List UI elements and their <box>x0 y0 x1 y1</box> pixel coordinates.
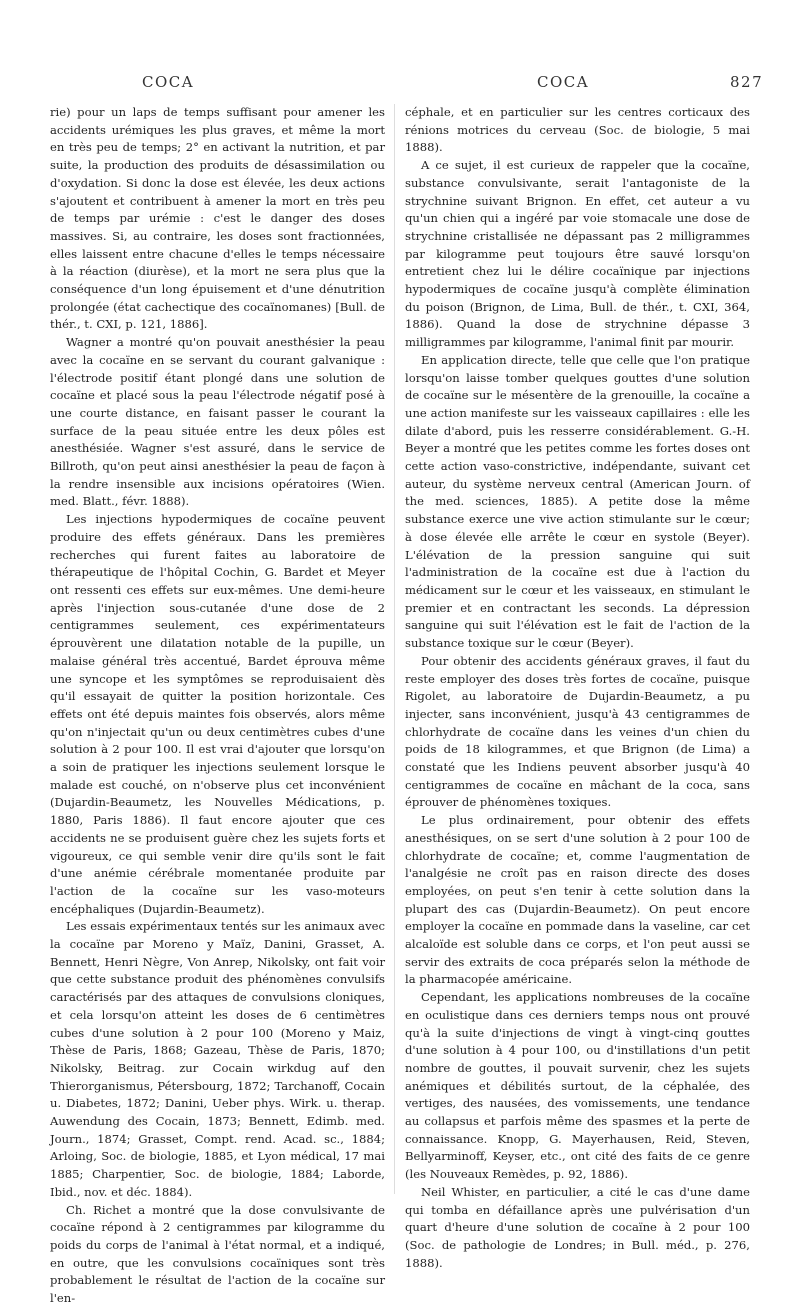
paragraph: Le plus ordinairement, pour obtenir des effets anesthésiques, on se sert d'une solution à 2 pour 100 de chlorhydrate de cocaïne; et, comme l'augmentation de l'analgésie ne croît pas en raison directe des doses employées, on peut s'en tenir à cette solution dans la plupart des cas (Dujardin-Beaumetz). On peut encore employer la cocaïne en pommade dans la vaseline, car cet alcaloïde est soluble dans ce corps, et l'on peut aussi se servir des extraits de coca préparés selon la méthode de la pharmacopée américaine. <box>405 813 750 987</box>
paragraph: céphale, et en particulier sur les centres corticaux des rénions motrices du cerveau (Soc. de biologie, 5 mai 1888). <box>405 105 750 155</box>
column-divider <box>394 104 395 1194</box>
page-number: 827 <box>730 73 764 91</box>
paragraph: Ch. Richet a montré que la dose convulsivante de cocaïne répond à 2 centigrammes par kilogramme du poids du corps de l'animal à l'état normal, et a indiqué, en outre, que les convulsions cocaïniques sont très probablement le résultat de l'action de la cocaïne sur l'en- <box>50 1202 385 1306</box>
paragraph: Neil Whister, en particulier, a cité le cas d'une dame qui tomba en défaillance après une pulvérisation d'un quart d'heure d'une solution de cocaïne à 2 pour 100 (Soc. de pathologie de Londres; in Bull. méd., p. 276, 1888). <box>405 1184 750 1270</box>
paragraph: rie) pour un laps de temps suffisant pour amener les accidents urémiques les plus graves, et même la mort en très peu de temps; 2° en activant la nutrition, et par suite, la production des produits de désassimilation ou d'oxydation. Si donc la dose est élevée, les deux actions s'ajoutent et contribuent à amener la mort en très peu de temps par urémie : c'est le danger des doses massives. Si, au contraire, les doses sont fractionnées, elles laissent entre chacune d'elles le temps nécessaire à la réaction (diurèse), et la mort ne sera plus que la conséquence d'un long épuisement et d'une dénutrition prolongée (état cachectique des cocaïnomanes) [Bull. de thér., t. CXI, p. 121, 1886]. <box>50 105 385 332</box>
paragraph: Les essais expérimentaux tentés sur les animaux avec la cocaïne par Moreno y Maïz, Danini, Grasset, A. Bennett, Henri Nègre, Von Anrep, Nikolsky, ont fait voir que cette substance produit des phénomènes convulsifs caractérisés par des attaques de convulsions cloniques, et cela lorsqu'on atteint les doses de 6 centimètres cubes d'une solution à 2 pour 100 (Moreno y Maiz, Thèse de Paris, 1868; Gazeau, Thèse de Paris, 1870; Nikolsky, Beitrag. zur Cocain wirkdug auf den Thierorganismus, Pétersbourg, 1872; Tarchanoff, Cocain u. Diabetes, 1872; Danini, Ueber phys. Wirk. u. therap. Auwendung des Cocain, 1873; Bennett, Edimb. med. Journ., 1874; Grasset, Compt. rend. Acad. sc., 1884; Arloing, Soc. de biologie, 1885, et Lyon médical, 17 mai 1885; Charpentier, Soc. de biologie, 1884; Laborde, Ibid., nov. et déc. 1884). <box>50 919 385 1199</box>
running-head-right: COCA <box>537 73 590 91</box>
right-column <box>405 104 750 1270</box>
paragraph: En application directe, telle que celle que l'on pratique lorsqu'on laisse tomber quelques gouttes d'une solution de cocaïne sur le mésentère de la grenouille, la cocaïne a une action manifeste sur les vaisseaux capillaires : elle les dilate d'abord, puis les resserre considérablement. G.-H. Beyer a montré que les petites comme les fortes doses ont cette action vaso-constrictive, indépendante, suivant cet auteur, du système nerveux central (American Journ. of the med. sciences, 1885). A petite dose la même substance exerce une vive action stimulante sur le cœur; à dose élevée elle arrête le cœur en systole (Beyer). L'élévation de la pression sanguine qui suit l'administration de la cocaïne est due à l'action du médicament sur le cœur et les vaisseaux, en stimulant le premier et en contractant les seconds. La dépression sanguine qui suit l'élévation est le fait de l'action de la substance toxique sur le cœur (Beyer). <box>405 352 750 651</box>
paragraph: Cependant, les applications nombreuses de la cocaïne en oculistique dans ces derniers temps nous ont prouvé qu'à la suite d'injections de vingt à vingt-cinq gouttes d'une solution à 4 pour 100, ou d'instillations d'un petit nombre de gouttes, il pouvait survenir, chez les sujets anémiques et débilités surtout, de la céphalée, des vertiges, des nausées, des vomissements, une tendance au collapsus et parfois même des spasmes et la perte de connaissance. Knopp, G. Mayerhausen, Reid, Steven, Bellyarminoff, Keyser, etc., ont cité des faits de ce genre (les Nouveaux Remèdes, p. 92, 1886). <box>405 990 750 1182</box>
left-column <box>50 104 385 1306</box>
paragraph: A ce sujet, il est curieux de rappeler que la cocaïne, substance convulsivante, serait l'antagoniste de la strychnine suivant Brignon. En effet, cet auteur a vu qu'un chien qui a ingéré par voie stomacale une dose de strychnine cristallisée ne dépassant pas 2 milligrammes par kilogramme peut toujours être sauvé lorsqu'on entretient chez lui le délire cocaïnique par injections hypodermiques de cocaïne jusqu'à complète élimination du poison (Brignon, de Lima, Bull. de thér., t. CXI, 364, 1886). Quand la dose de strychnine dépasse 3 milligrammes par kilogramme, l'animal finit par mourir. <box>405 158 750 350</box>
running-head-left: COCA <box>142 73 195 91</box>
paragraph: Wagner a montré qu'on pouvait anesthésier la peau avec la cocaïne en se servant du courant galvanique : l'électrode positif étant plongé dans une solution de cocaïne et placé sous la peau l'électrode négatif posé à une courte distance, en faisant passer le courant la surface de la peau située entre les deux pôles est anesthésiée. Wagner s'est assuré, dans le service de Billroth, qu'on peut ainsi anesthésier la peau de façon à la rendre insensible aux incisions opératoires (Wien. med. Blatt., févr. 1888). <box>50 335 385 509</box>
paragraph: Pour obtenir des accidents généraux graves, il faut du reste employer des doses très fortes de cocaïne, puisque Rigolet, au laboratoire de Dujardin-Beaumetz, a pu injecter, sans inconvénient, jusqu'à 43 centigrammes de chlorhydrate de cocaïne dans les veines d'un chien du poids de 18 kilogrammes, et que Brignon (de Lima) a constaté que les Indiens peuvent absorber jusqu'à 40 centigrammes de cocaïne en mâchant de la coca, sans éprouver de phénomènes toxiques. <box>405 653 750 810</box>
paragraph: Les injections hypodermiques de cocaïne peuvent produire des effets généraux. Dans les premières recherches qui furent faites au laboratoire de thérapeutique de l'hôpital Cochin, G. Bardet et Meyer ont ressenti ces effets sur eux-mêmes. Une demi-heure après l'injection sous-cutanée d'une dose de 2 centigrammes seulement, ces expérimentateurs éprouvèrent une dilatation notable de la pupille, un malaise général très accentué, Bardet éprouva même une syncope et les symptômes se reproduisaient dès qu'il essayait de quitter la position horizontale. Ces effets ont été depuis maintes fois observés, alors même qu'on n'injectait qu'un ou deux centimètres cubes d'une solution à 2 pour 100. Il est vrai d'ajouter que lorsqu'on a soin de pratiquer les injections seulement lorsque le malade est couché, on n'observe plus cet inconvénient (Dujardin-Beaumetz, les Nouvelles Médications, p. 1880, Paris 1886). Il faut encore ajouter que ces accidents ne se produisent guère chez les sujets forts et vigoureux, ce qui semble venir dire qu'ils sont le fait d'une anémie cérébrale momentanée produite par l'action de la cocaïne sur les vaso-moteurs encéphaliques (Dujardin-Beaumetz). <box>50 512 385 916</box>
